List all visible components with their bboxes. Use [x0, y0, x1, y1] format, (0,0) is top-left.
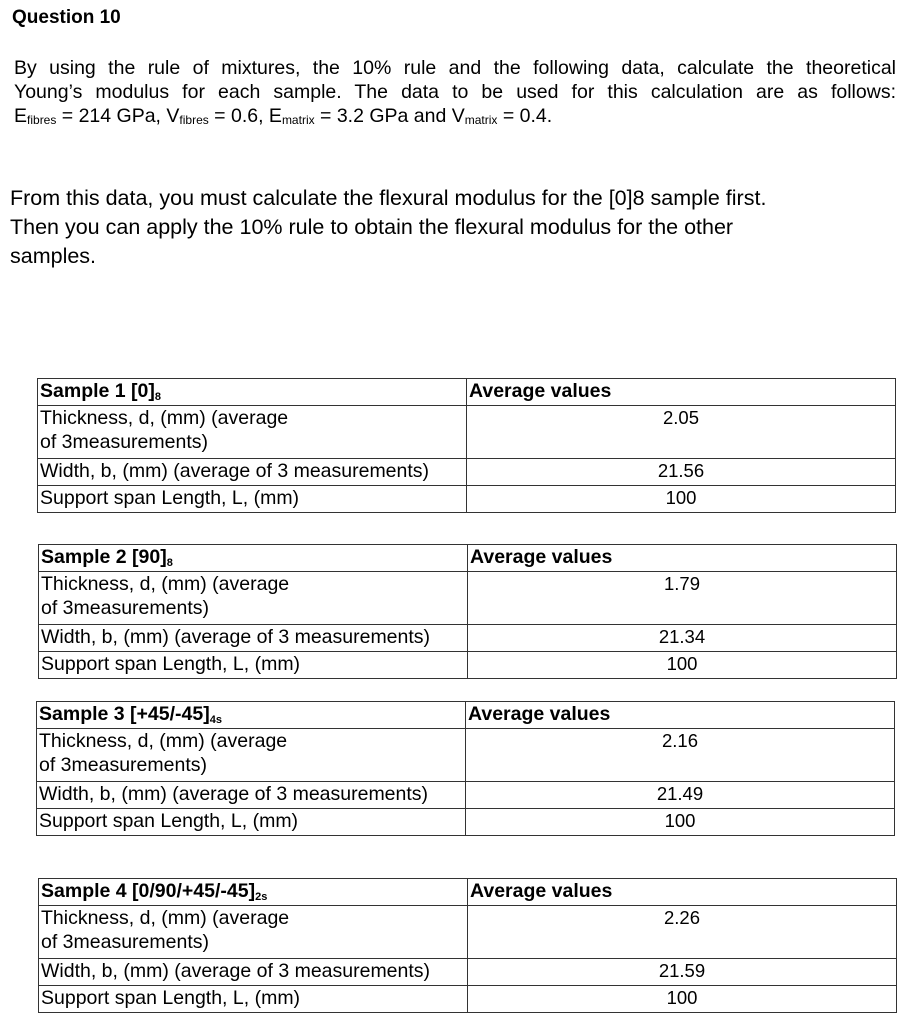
width-label: Width, b, (mm) (average of 3 measurements) [37, 782, 466, 809]
thickness-label-line-1: Thickness, d, (mm) (average [41, 907, 290, 929]
width-value: 21.34 [468, 625, 897, 652]
intro-line-1: By using the rule of mixtures, the 10% rule and the following data, calculate the theoretical [14, 57, 896, 79]
thickness-label [39, 572, 468, 625]
v-fibres-symbol: V [166, 105, 180, 127]
width-value: 21.59 [468, 959, 897, 986]
v-matrix-symbol: V [451, 105, 465, 127]
intro-line-2: Young’s modulus for each sample. The data to be used for this calculation are as follows: [14, 81, 896, 103]
thickness-label-line-2: of 3measurements) [41, 931, 209, 953]
width-value: 21.49 [466, 782, 895, 809]
average-values-header: Average values [467, 379, 896, 406]
thickness-label [39, 906, 468, 959]
e-matrix-value: = 3.2 GPa and [314, 105, 452, 127]
instruction-line-2: Then you can apply the 10% rule to obtain the flexural modulus for the other [10, 215, 734, 239]
sample-title-text: Sample 2 [90] [41, 546, 167, 568]
e-matrix-symbol: E [268, 105, 282, 127]
thickness-label-line-1: Thickness, d, (mm) (average [40, 407, 289, 429]
sample-title [39, 879, 468, 906]
e-fibres-symbol: E [14, 105, 28, 127]
span-label: Support span Length, L, (mm) [39, 652, 468, 679]
thickness-label [38, 406, 467, 459]
thickness-value: 2.05 [467, 406, 896, 459]
thickness-label-line-1: Thickness, d, (mm) (average [41, 573, 290, 595]
instruction-paragraph [10, 184, 890, 271]
sample-title-subscript: 8 [166, 557, 173, 569]
sample-title-subscript: 2s [255, 891, 268, 903]
v-matrix-subscript: matrix [464, 113, 498, 127]
average-values-header: Average values [466, 702, 895, 729]
width-label: Width, b, (mm) (average of 3 measurements) [39, 959, 468, 986]
width-label: Width, b, (mm) (average of 3 measurements) [38, 459, 467, 486]
span-label: Support span Length, L, (mm) [39, 986, 468, 1013]
sample-title [39, 545, 468, 572]
sample-3-table [36, 701, 895, 836]
average-values-header: Average values [468, 545, 897, 572]
instruction-line-1: From this data, you must calculate the flexural modulus for the [0]8 sample first. [10, 186, 767, 210]
span-value: 100 [468, 986, 897, 1013]
span-value: 100 [466, 809, 895, 836]
span-value: 100 [468, 652, 897, 679]
width-label: Width, b, (mm) (average of 3 measurements) [39, 625, 468, 652]
thickness-value: 2.26 [468, 906, 897, 959]
thickness-label-line-2: of 3measurements) [41, 597, 209, 619]
sample-4-table [38, 878, 897, 1013]
thickness-label-line-2: of 3measurements) [39, 754, 207, 776]
span-label: Support span Length, L, (mm) [38, 486, 467, 513]
sample-title-subscript: 4s [209, 714, 222, 726]
question-title: Question 10 [12, 7, 121, 28]
thickness-label [37, 729, 466, 782]
sample-1-table [37, 378, 896, 513]
span-label: Support span Length, L, (mm) [37, 809, 466, 836]
sample-2-table [38, 544, 897, 679]
average-values-header: Average values [468, 879, 897, 906]
width-value: 21.56 [467, 459, 896, 486]
sample-title-text: Sample 4 [0/90/+45/-45] [41, 880, 256, 902]
thickness-value: 1.79 [468, 572, 897, 625]
span-value: 100 [467, 486, 896, 513]
sample-title-text: Sample 3 [+45/-45] [39, 703, 210, 725]
sample-title [37, 702, 466, 729]
v-fibres-subscript: fibres [179, 113, 209, 127]
sample-title-subscript: 8 [154, 391, 162, 403]
e-fibres-value: = 214 GPa, [56, 105, 167, 127]
sample-title-text: Sample 1 [0] [40, 380, 155, 402]
thickness-value: 2.16 [466, 729, 895, 782]
sample-title [38, 379, 467, 406]
e-fibres-subscript: fibres [27, 113, 57, 127]
v-fibres-value: = 0.6, [208, 105, 269, 127]
intro-line-3 [14, 104, 896, 128]
thickness-label-line-1: Thickness, d, (mm) (average [39, 730, 288, 752]
instruction-line-3: samples. [10, 244, 97, 268]
e-matrix-subscript: matrix [281, 113, 315, 127]
v-matrix-value: = 0.4. [497, 105, 553, 127]
thickness-label-line-2: of 3measurements) [40, 431, 208, 453]
intro-paragraph [14, 56, 896, 128]
